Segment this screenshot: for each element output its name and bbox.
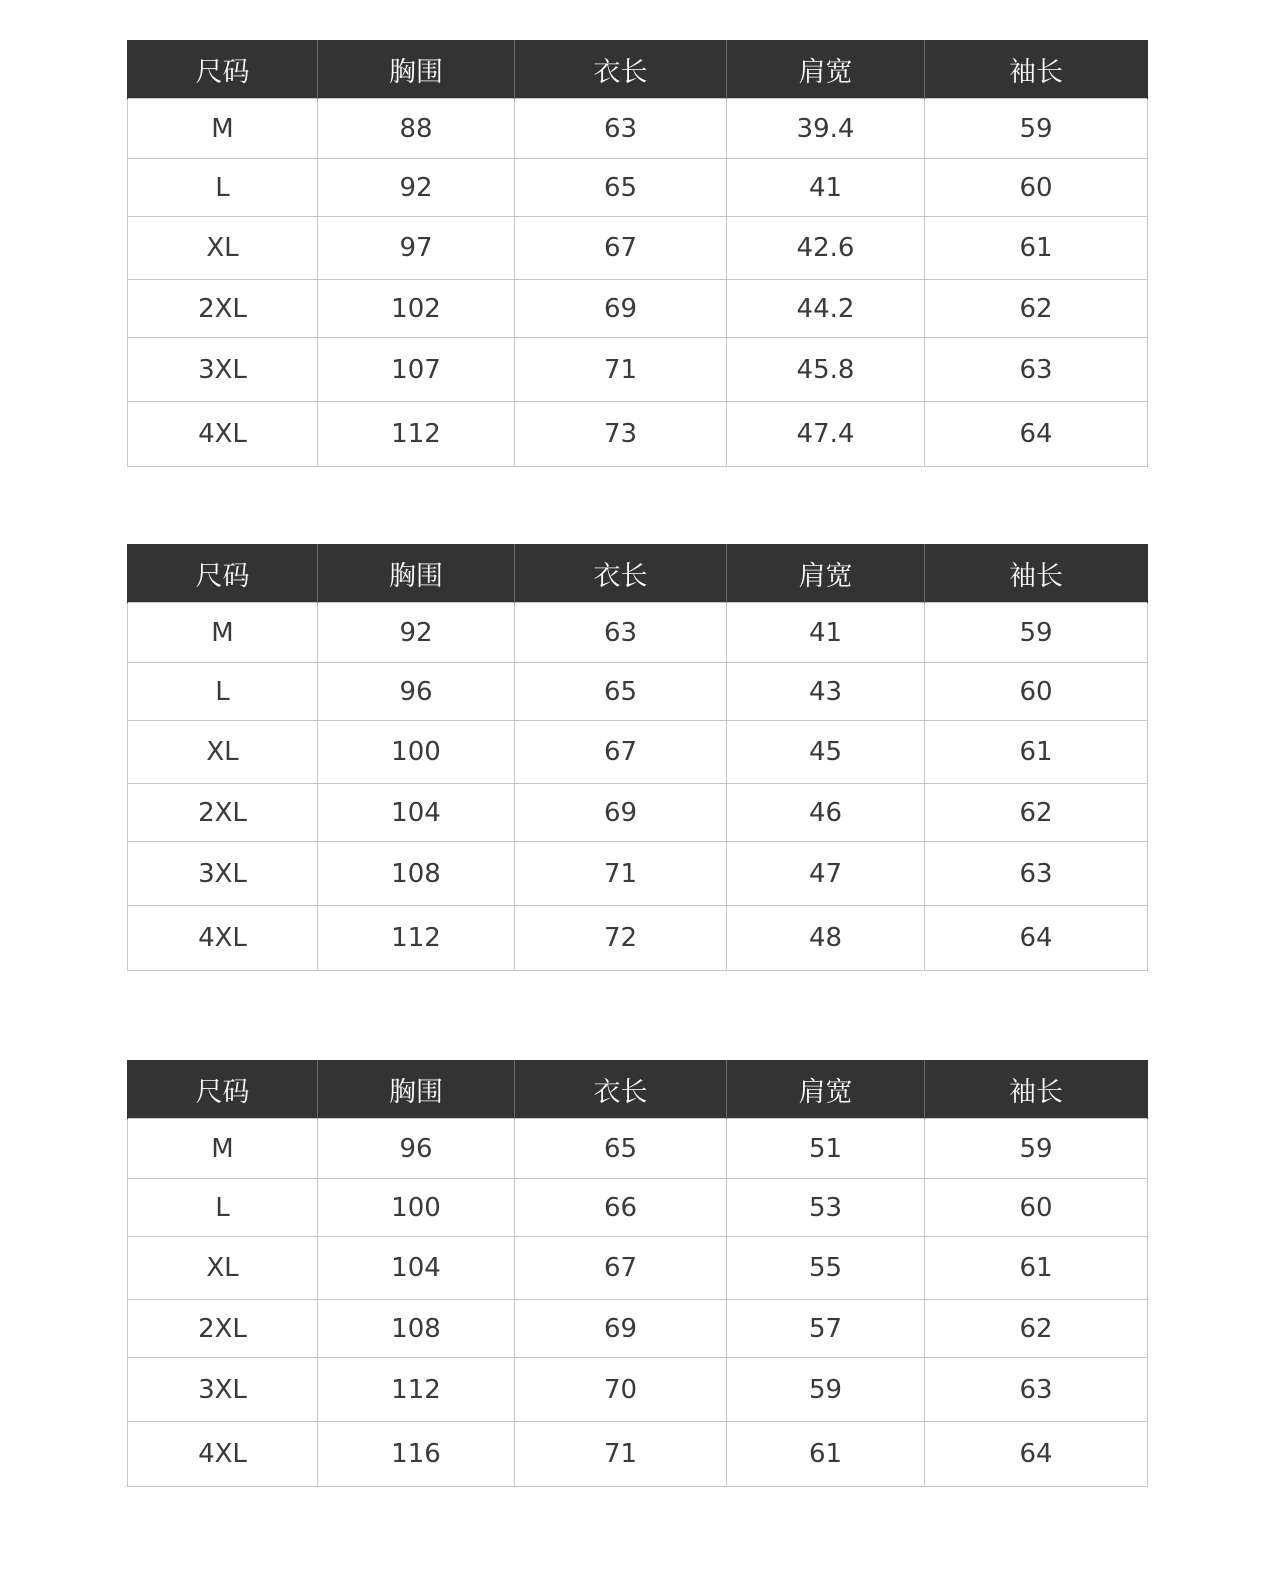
cell-length: 65 (515, 159, 727, 217)
cell-size: XL (128, 1237, 318, 1300)
cell-length: 63 (515, 99, 727, 159)
header-chest: 胸围 (318, 1060, 515, 1119)
cell-length: 69 (515, 784, 727, 842)
cell-length: 67 (515, 217, 727, 280)
table-header-row (128, 544, 1148, 603)
cell-chest: 104 (318, 784, 515, 842)
cell-length: 71 (515, 1422, 727, 1487)
cell-shoulder: 45.8 (727, 338, 925, 402)
table-row (128, 784, 1148, 842)
table-row (128, 1300, 1148, 1358)
header-size: 尺码 (128, 1060, 318, 1119)
table-row (128, 338, 1148, 402)
cell-size: 2XL (128, 784, 318, 842)
cell-sleeve: 62 (925, 784, 1148, 842)
cell-chest: 100 (318, 1179, 515, 1237)
cell-chest: 112 (318, 402, 515, 467)
cell-length: 70 (515, 1358, 727, 1422)
cell-shoulder: 41 (727, 159, 925, 217)
cell-sleeve: 61 (925, 1237, 1148, 1300)
cell-shoulder: 42.6 (727, 217, 925, 280)
cell-size: 2XL (128, 280, 318, 338)
header-chest: 胸围 (318, 544, 515, 603)
cell-chest: 108 (318, 842, 515, 906)
table-row (128, 663, 1148, 721)
cell-shoulder: 39.4 (727, 99, 925, 159)
size-chart-table-1 (127, 40, 1148, 467)
cell-size: 3XL (128, 842, 318, 906)
cell-shoulder: 48 (727, 906, 925, 971)
cell-sleeve: 61 (925, 217, 1148, 280)
table-row (128, 1119, 1148, 1179)
cell-sleeve: 64 (925, 402, 1148, 467)
cell-size: XL (128, 217, 318, 280)
cell-chest: 104 (318, 1237, 515, 1300)
size-chart-table-3 (127, 1060, 1148, 1487)
table-row (128, 842, 1148, 906)
cell-chest: 102 (318, 280, 515, 338)
header-chest: 胸围 (318, 40, 515, 99)
header-sleeve: 袖长 (925, 1060, 1148, 1119)
table-row (128, 1237, 1148, 1300)
cell-sleeve: 62 (925, 1300, 1148, 1358)
cell-length: 71 (515, 842, 727, 906)
table-row (128, 721, 1148, 784)
cell-size: XL (128, 721, 318, 784)
cell-sleeve: 59 (925, 1119, 1148, 1179)
cell-shoulder: 55 (727, 1237, 925, 1300)
cell-sleeve: 60 (925, 159, 1148, 217)
table-row (128, 906, 1148, 971)
table-row (128, 402, 1148, 467)
cell-shoulder: 43 (727, 663, 925, 721)
header-shoulder: 肩宽 (727, 1060, 925, 1119)
cell-size: M (128, 99, 318, 159)
size-chart-table-2 (127, 544, 1148, 971)
cell-chest: 88 (318, 99, 515, 159)
cell-length: 69 (515, 280, 727, 338)
cell-chest: 112 (318, 906, 515, 971)
cell-size: L (128, 159, 318, 217)
table-row (128, 1422, 1148, 1487)
cell-shoulder: 61 (727, 1422, 925, 1487)
table-row (128, 159, 1148, 217)
header-size: 尺码 (128, 544, 318, 603)
header-shoulder: 肩宽 (727, 544, 925, 603)
table-row (128, 99, 1148, 159)
cell-sleeve: 63 (925, 842, 1148, 906)
cell-size: 4XL (128, 402, 318, 467)
cell-shoulder: 46 (727, 784, 925, 842)
cell-shoulder: 53 (727, 1179, 925, 1237)
cell-chest: 97 (318, 217, 515, 280)
cell-size: M (128, 1119, 318, 1179)
table-row (128, 1358, 1148, 1422)
cell-size: 4XL (128, 906, 318, 971)
cell-chest: 112 (318, 1358, 515, 1422)
cell-length: 65 (515, 1119, 727, 1179)
cell-chest: 96 (318, 1119, 515, 1179)
cell-sleeve: 63 (925, 1358, 1148, 1422)
cell-shoulder: 47 (727, 842, 925, 906)
cell-size: 3XL (128, 338, 318, 402)
cell-length: 73 (515, 402, 727, 467)
cell-sleeve: 64 (925, 906, 1148, 971)
header-length: 衣长 (515, 544, 727, 603)
header-sleeve: 袖长 (925, 544, 1148, 603)
cell-sleeve: 64 (925, 1422, 1148, 1487)
cell-chest: 116 (318, 1422, 515, 1487)
cell-sleeve: 63 (925, 338, 1148, 402)
cell-shoulder: 59 (727, 1358, 925, 1422)
cell-length: 67 (515, 721, 727, 784)
header-sleeve: 袖长 (925, 40, 1148, 99)
table-row (128, 1179, 1148, 1237)
cell-shoulder: 47.4 (727, 402, 925, 467)
cell-length: 65 (515, 663, 727, 721)
cell-sleeve: 60 (925, 1179, 1148, 1237)
cell-size: L (128, 1179, 318, 1237)
table-header-row (128, 40, 1148, 99)
cell-chest: 96 (318, 663, 515, 721)
cell-sleeve: 62 (925, 280, 1148, 338)
cell-size: M (128, 603, 318, 663)
cell-size: L (128, 663, 318, 721)
cell-shoulder: 51 (727, 1119, 925, 1179)
cell-chest: 100 (318, 721, 515, 784)
cell-length: 71 (515, 338, 727, 402)
header-size: 尺码 (128, 40, 318, 99)
cell-length: 69 (515, 1300, 727, 1358)
header-length: 衣长 (515, 1060, 727, 1119)
cell-size: 4XL (128, 1422, 318, 1487)
table-header-row (128, 1060, 1148, 1119)
table-row (128, 603, 1148, 663)
cell-chest: 92 (318, 159, 515, 217)
header-length: 衣长 (515, 40, 727, 99)
cell-chest: 107 (318, 338, 515, 402)
cell-sleeve: 59 (925, 99, 1148, 159)
cell-size: 2XL (128, 1300, 318, 1358)
cell-chest: 92 (318, 603, 515, 663)
cell-length: 67 (515, 1237, 727, 1300)
cell-shoulder: 45 (727, 721, 925, 784)
cell-chest: 108 (318, 1300, 515, 1358)
cell-size: 3XL (128, 1358, 318, 1422)
cell-shoulder: 41 (727, 603, 925, 663)
cell-sleeve: 59 (925, 603, 1148, 663)
cell-length: 63 (515, 603, 727, 663)
table-row (128, 217, 1148, 280)
cell-sleeve: 60 (925, 663, 1148, 721)
cell-shoulder: 44.2 (727, 280, 925, 338)
header-shoulder: 肩宽 (727, 40, 925, 99)
table-row (128, 280, 1148, 338)
cell-sleeve: 61 (925, 721, 1148, 784)
cell-length: 72 (515, 906, 727, 971)
cell-shoulder: 57 (727, 1300, 925, 1358)
cell-length: 66 (515, 1179, 727, 1237)
